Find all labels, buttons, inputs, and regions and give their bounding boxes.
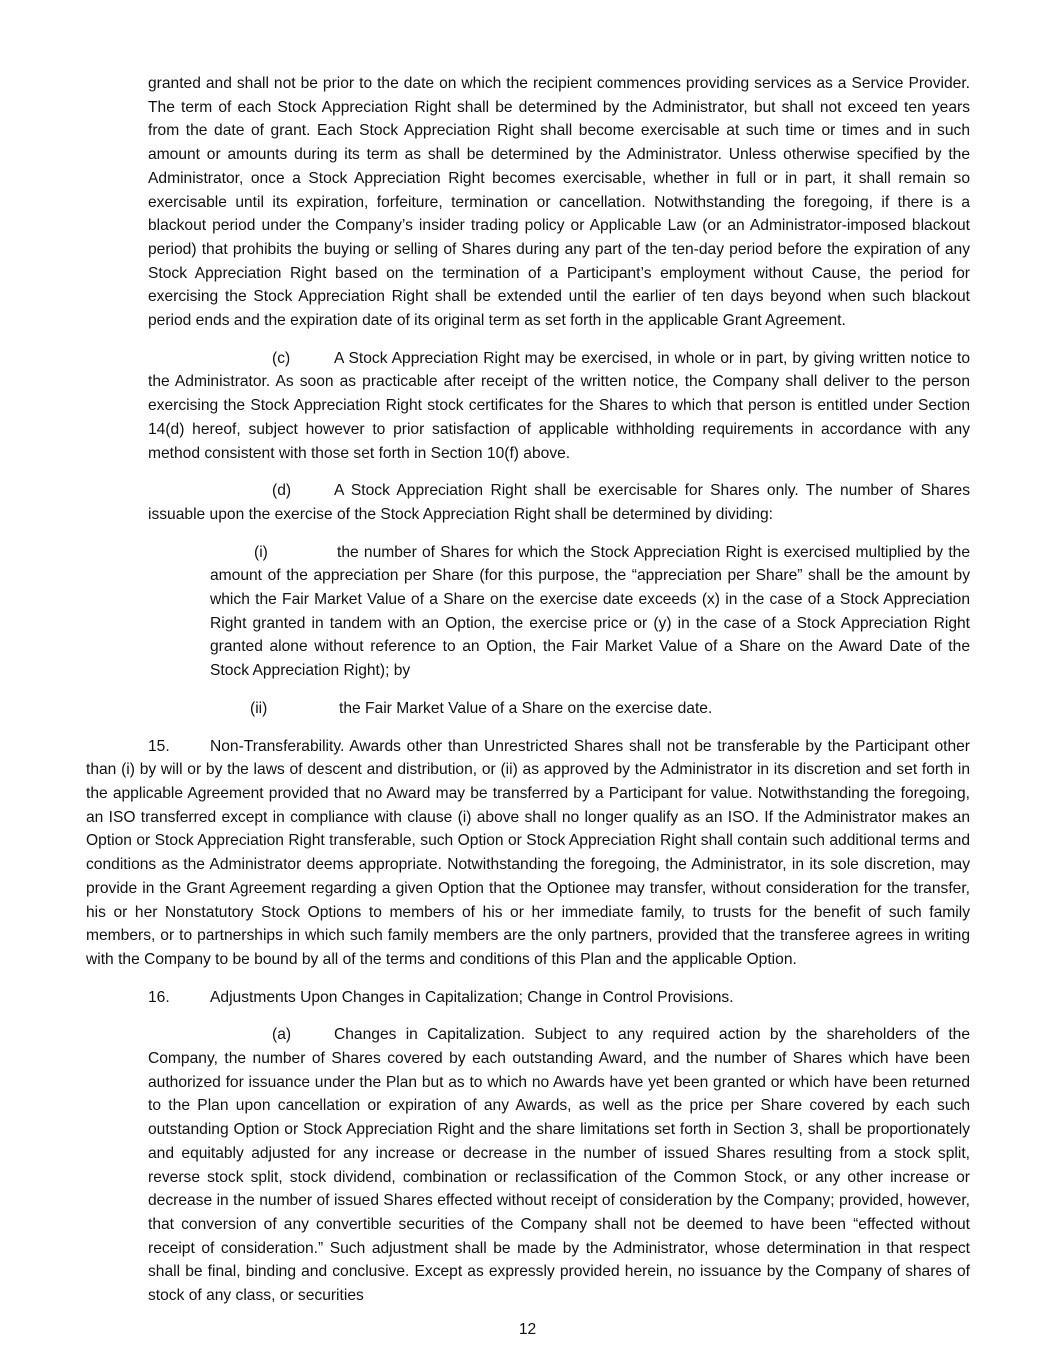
item-d-i-text: the number of Shares for which the Stock Appreciation Right is exercised multiplied by the amount of the appreciation per Share (for this purpose, the “appreciation per Share” shall be the amount by which the Fair Market Value of a Share on the exercise date exceeds (x) in the case of a Stock Appreciation Right granted in tandem with an Option, the exercise price or (y) in the case of a Stock Appreciation Right granted alone without reference to an Option, the Fair Market Value of a Share on the Award Date of the Stock Appreciation Right); by	[210, 543, 970, 680]
section-16-number: 16.	[148, 988, 170, 1006]
section-15-number: 15.	[148, 737, 170, 755]
item-c-text: A Stock Appreciation Right may be exercised, in whole or in part, by giving written notice to the Administrator. As soon as practicable after receipt of the written notice, the Company shall deliver to the person exercising the Stock Appreciation Right stock certificates for the Shares to which that person is entitled under Section 14(d) hereof, subject however to prior satisfaction of applicable withholding requirements in accordance with any method consistent with those set forth in Section 10(f) above.	[148, 349, 970, 462]
section-16-heading: Adjustments Upon Changes in Capitalization; Change in Control Provisions.	[210, 988, 734, 1006]
item-16a-label: (a)	[272, 1026, 292, 1044]
section-15	[86, 735, 970, 972]
paragraph-item-16a	[148, 1023, 970, 1307]
item-16a-heading: Changes in Capitalization	[334, 1026, 521, 1044]
section-16	[148, 986, 970, 1010]
section-15-text: . Awards other than Unrestricted Shares shall not be transferable by the Participant other than (i) by will or by the laws of descent and distribution, or (ii) as approved by the Administrator in its discretion and set forth in the applicable Agreement provided that no Award may be transferred by a Participant for value. Notwithstanding the foregoing, an ISO transferred except in compliance with clause (i) above shall no longer qualify as an ISO. If the Administrator makes an Option or Stock Appreciation Right transferable, such Option or Stock Appreciation Right shall contain such additional terms and conditions as the Administrator deems appropriate. Notwithstanding the foregoing, the Administrator, in its sole discretion, may provide in the Grant Agreement regarding a given Option that the Optionee may transfer, without consideration for the transfer, his or her Nonstatutory Stock Options to members of his or her immediate family, to trusts for the benefit of such family members, or to partnerships in which such family members are the only partners, provided that the transferee agrees in writing with the Company to be bound by all of the terms and conditions of this Plan and the applicable Option.	[86, 737, 970, 968]
paragraph-sar-continuation: granted and shall not be prior to the date on which the recipient commences providing services as a Service Provider. The term of each Stock Appreciation Right shall be determined by the Administrator, but shall not exceed ten years from the date of grant. Each Stock Appreciation Right shall become exercisable at such time or times and in such amount or amounts during its term as shall be determined by the Administrator. Unless otherwise specified by the Administrator, once a Stock Appreciation Right becomes exercisable, whether in full or in part, it shall remain so exercisable until its expiration, forfeiture, termination or cancellation. Notwithstanding the foregoing, if there is a blackout period under the Company’s insider trading policy or Applicable Law (or an Administrator-imposed blackout period) that prohibits the buying or selling of Shares during any part of the ten-day period before the expiration of any Stock Appreciation Right based on the termination of a Participant’s employment without Cause, the period for exercising the Stock Appreciation Right shall be extended until the earlier of ten days beyond when such blackout period ends and the expiration date of its original term as set forth in the applicable Grant Agreement.	[148, 75, 970, 330]
paragraph-item-d	[148, 479, 970, 526]
item-d-ii-text: the Fair Market Value of a Share on the exercise date.	[339, 699, 713, 717]
item-d-ii-label: (ii)	[250, 699, 268, 717]
item-16a-text: . Subject to any required action by the shareholders of the Company, the number of Shares covered by each outstanding Award, and the number of Shares which have been authorized for issuance under the Plan but as to which no Awards have yet been granted or which have been returned to the Plan upon cancellation or expiration of any Awards, as well as the price per Share covered by each such outstanding Option or Stock Appreciation Right and the share limitations set forth in Section 3, shall be proportionately and equitably adjusted for any increase or decrease in the number of issued Shares resulting from a stock split, reverse stock split, stock dividend, combination or reclassification of the Common Stock, or any other increase or decrease in the number of issued Shares effected without receipt of consideration by the Company; provided, however, that conversion of any convertible securities of the Company shall not be deemed to have been “effected without receipt of consideration.” Such adjustment shall be made by the Administrator, whose determination in that respect shall be final, binding and conclusive. Except as expressly provided herein, no issuance by the Company of shares of stock of any class, or securities	[148, 1026, 970, 1305]
paragraph-item-d-i	[210, 541, 970, 683]
paragraph-item-c	[148, 347, 970, 466]
paragraph-item-d-ii	[250, 697, 970, 721]
item-d-text: A Stock Appreciation Right shall be exercisable for Shares only. The number of Shares issuable upon the exercise of the Stock Appreciation Right shall be determined by dividing:	[148, 482, 970, 523]
document-page	[0, 72, 1055, 1308]
item-d-i-label: (i)	[254, 543, 268, 561]
item-c-label: (c)	[272, 349, 291, 367]
page-number: 12	[518, 1321, 537, 1338]
section-15-heading: Non-Transferability	[210, 737, 340, 755]
item-d-label: (d)	[272, 482, 292, 500]
